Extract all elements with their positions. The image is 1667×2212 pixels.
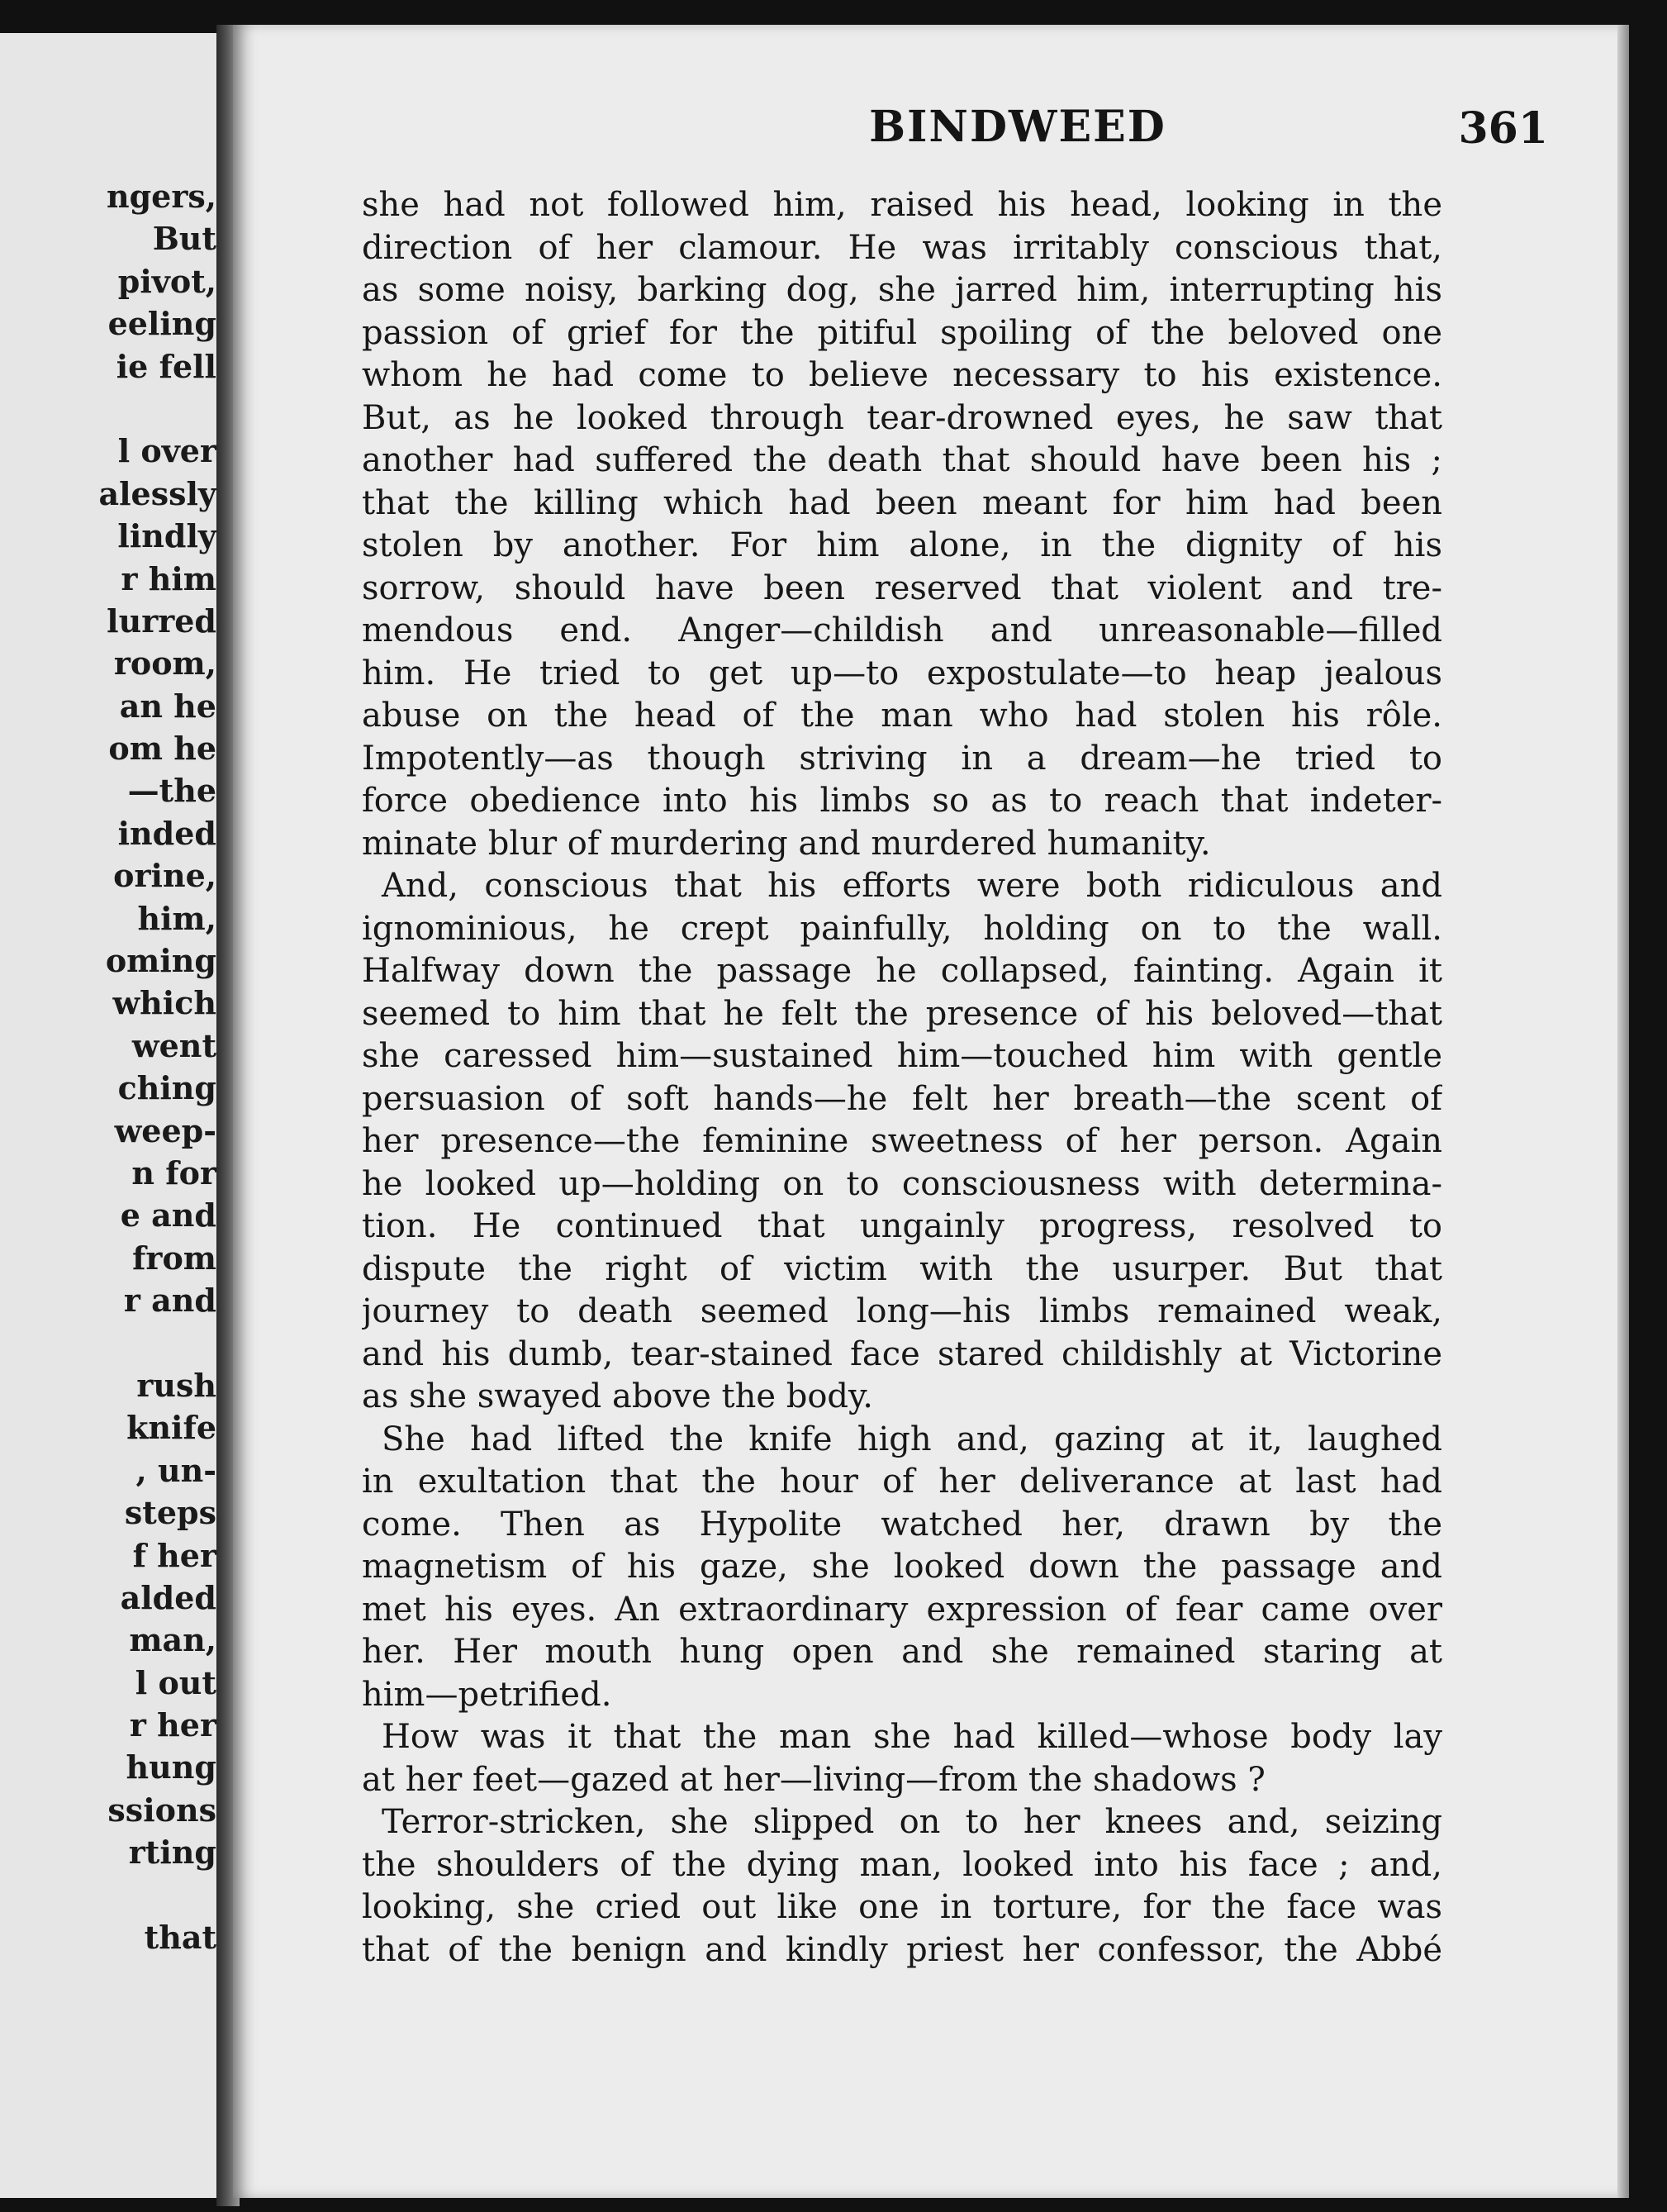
text-line: Terror-stricken, she slipped on to her knees and, seizing [382,1803,1442,1841]
facing-page-line: went [131,1026,216,1064]
page-edge [1617,25,1629,2198]
text-line: and his dumb, tear-stained face stared childishly at Victorine [362,1334,1442,1373]
facing-page-line: an he [119,687,216,725]
facing-page-line: that [144,1919,216,1957]
facing-page-line: hung [126,1748,216,1786]
text-line: at her feet—gazed at her—living—from the shadows ? [362,1760,1266,1799]
body-text [362,184,1442,1972]
text-line: as she swayed above the body. [362,1377,874,1415]
text-line: he looked up—holding on to consciousness with determina- [362,1164,1442,1203]
text-line: him—petrified. [362,1675,612,1714]
facing-page-line: r him [121,559,216,597]
text-line: her. Her mouth hung open and she remained staring at [362,1633,1442,1671]
text-line: dispute the right of victim with the usurper. But that [362,1249,1442,1288]
facing-page-text [0,175,216,1958]
page-number: 361 [1458,103,1548,154]
text-line: sorrow, should have been reserved that violent and tre- [362,568,1442,607]
facing-page-line: rting [128,1834,216,1872]
facing-page-line: r and [123,1282,216,1320]
text-line: minate blur of murdering and murdered humanity. [362,824,1211,863]
text-line: that the killing which had been meant for him had been [362,483,1442,522]
text-line: that of the benign and kindly priest her confessor, the Abbé [362,1930,1442,1969]
text-line: she had not followed him, raised his head, looking in the [362,186,1442,224]
text-line: him. He tried to get up—to expostulate—to heap jealous [362,654,1442,692]
text-line: her presence—the feminine sweetness of her person. Again [362,1122,1442,1160]
facing-page-line: n for [131,1154,216,1192]
text-line: Impotently—as though striving in a dream—he tried to [362,739,1442,778]
text-line: tion. He continued that ungainly progress, resolved to [362,1207,1442,1245]
text-line: direction of her clamour. He was irritably conscious that, [362,228,1442,267]
facing-page-line: knife [126,1409,216,1447]
facing-page-line: ssions [107,1791,216,1829]
book-page [233,25,1629,2198]
text-line: stolen by another. For him alone, in the dignity of his [362,526,1442,564]
running-head: BINDWEED [869,102,1166,152]
text-line: force obedience into his limbs so as to reach that indeter- [362,782,1442,820]
text-line: abuse on the head of the man who had stolen his rôle. [362,697,1442,735]
facing-page-line: f her [132,1536,216,1574]
facing-page-line [0,388,216,430]
text-line: How was it that the man she had killed—whose body lay [382,1718,1442,1756]
facing-page-line: alessly [98,474,216,512]
text-line: passion of grief for the pitiful spoiling of the beloved one [362,313,1442,352]
text-line: persuasion of soft hands—he felt her breath—the scent of [362,1079,1442,1118]
facing-page-line: room, [113,645,216,683]
text-line: looking, she cried out like one in torture, for the face was [362,1888,1442,1926]
text-line: met his eyes. An extraordinary expression of fear came over [362,1590,1442,1629]
text-line: in exultation that the hour of her deliverance at last had [362,1463,1442,1501]
facing-page-line: pivot, [117,262,216,300]
facing-page-line: from [132,1239,216,1277]
facing-page-line: , un- [135,1451,216,1489]
facing-page-line: man, [129,1621,216,1659]
text-line: another had suffered the death that should have been his ; [362,441,1442,479]
text-line: journey to death seemed long—his limbs remained weak, [362,1292,1442,1330]
facing-page-line: lurred [107,602,216,640]
facing-page-line: ngers, [106,178,216,215]
facing-page-line: lindly [117,517,216,555]
text-line: Halfway down the passage he collapsed, fainting. Again it [362,952,1442,990]
facing-page-line: ching [117,1069,216,1107]
facing-page-line [0,1874,216,1916]
facing-page-line: rush [136,1366,216,1404]
facing-page-line: l out [135,1663,216,1701]
facing-page [0,33,221,2198]
facing-page-line: inded [117,814,216,852]
text-line: mendous end. Anger—childish and unreasonable—filled [362,611,1442,649]
facing-page-line: But [152,220,216,258]
text-line: as some noisy, barking dog, she jarred him, interrupting his [362,271,1442,309]
text-line: seemed to him that he felt the presence of his beloved—that [362,994,1442,1033]
text-line: She had lifted the knife high and, gazing at it, laughed [382,1420,1442,1458]
text-line: come. Then as Hypolite watched her, drawn by the [362,1505,1442,1544]
facing-page-line: r her [129,1706,216,1744]
text-line: magnetism of his gaze, she looked down the passage and [362,1548,1442,1586]
text-line: And, conscious that his efforts were both ridiculous and [382,867,1442,905]
facing-page-line: him, [137,899,216,937]
facing-page-line: which [112,984,216,1022]
facing-page-line: —the [127,772,216,810]
text-line: she caressed him—sustained him—touched him with gentle [362,1037,1442,1075]
facing-page-line: alded [120,1578,216,1616]
facing-page-line: weep- [114,1111,216,1149]
facing-page-line: ie fell [116,347,216,385]
facing-page-line: om he [108,730,216,768]
facing-page-line: orine, [113,857,216,895]
facing-page-line: l over [117,432,216,470]
facing-page-line: e and [120,1196,216,1234]
text-line: whom he had come to believe necessary to his existence. [362,356,1442,394]
facing-page-line [0,1322,216,1364]
text-line: But, as he looked through tear-drowned eyes, he saw that [362,398,1442,437]
facing-page-line: steps [124,1494,216,1532]
text-line: the shoulders of the dying man, looked into his face ; and, [362,1845,1442,1884]
facing-page-line: oming [105,942,216,980]
facing-page-line: eeling [107,305,216,343]
text-line: ignominious, he crept painfully, holding on to the wall. [362,909,1442,948]
